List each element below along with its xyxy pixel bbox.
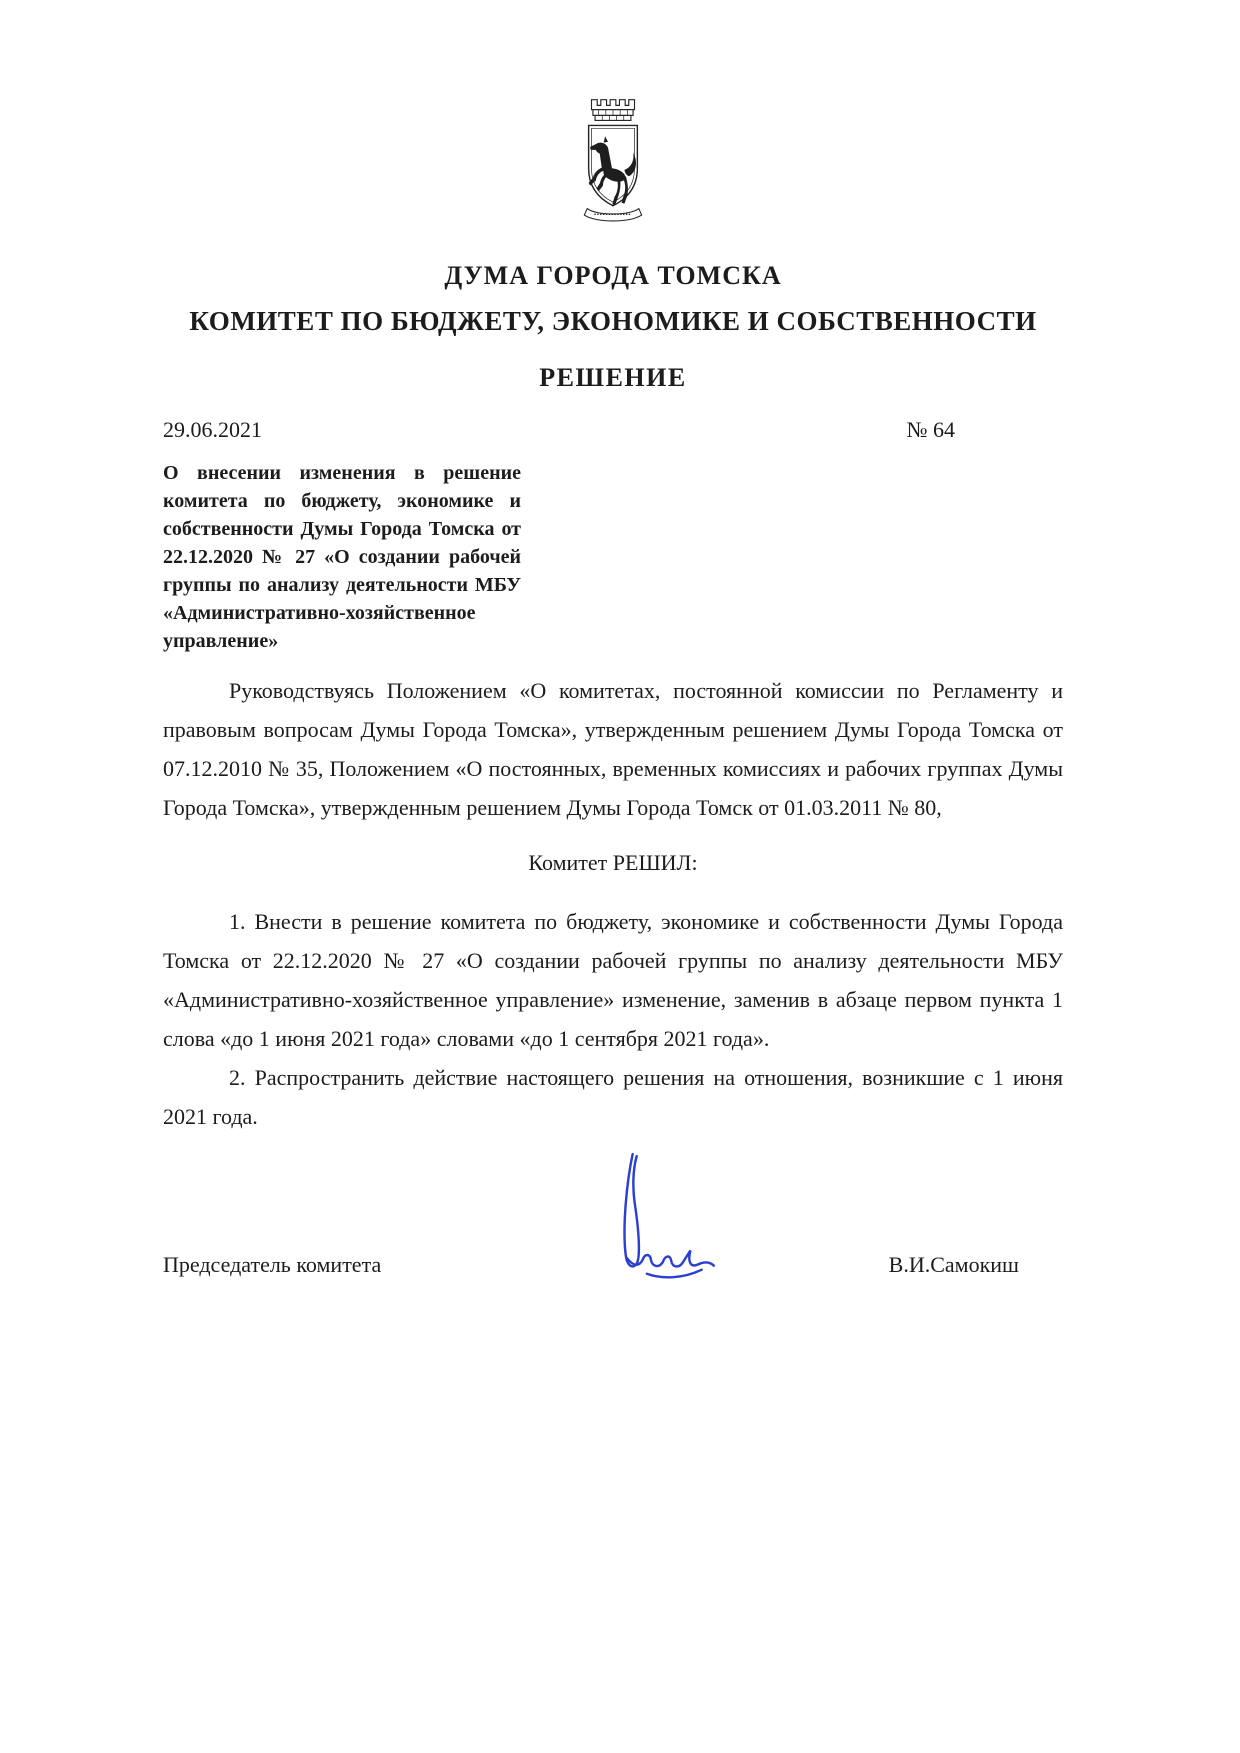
signer-position: Председатель комитета (163, 1251, 382, 1277)
doc-subject: О внесении изменения в решение комитета по бюджету, экономике и собственности Думы Города Томска от 22.12.2020 № 27 «О создании рабочей группы по анализу деятельности МБУ «Административно-хозяйственное управление» (163, 461, 521, 652)
resolution-heading: Комитет РЕШИЛ: (528, 849, 698, 875)
preamble-paragraph: Руководствуясь Положением «О комитетах, постоянной комиссии по Регламенту и правовым вопросам Думы Города Томска», утвержденным решением Думы Города Томска от 07.12.2010 № 35, Положением «О постоянных, временных комиссиях и рабочих группах Думы Города Томска», утвержденным решением Думы Города Томск от 01.03.2011 № 80, (163, 677, 1063, 820)
signer-name: В.И.Самокиш (888, 1251, 1019, 1277)
org-name: ДУМА ГОРОДА ТОМСКА (444, 261, 782, 290)
tomsk-coat-of-arms-icon (570, 86, 656, 238)
resolution-item-1: 1. Внести в решение комитета по бюджету, экономике и собственности Думы Города Томска от 22.12.2020 № 27 «О создании рабочей группы по анализу деятельности МБУ «Административно-хозяйственное управление» изменение, заменив в абзаце первом пункта 1 слова «до 1 июня 2021 года» словами «до 1 сентября 2021 года». (163, 908, 1063, 1051)
doc-date: 29.06.2021 (163, 416, 262, 442)
doc-number: № 64 (906, 416, 955, 442)
signature-row (163, 1252, 1063, 1278)
doc-type: РЕШЕНИЕ (539, 363, 687, 393)
committee-name: КОМИТЕТ ПО БЮДЖЕТУ, ЭКОНОМИКЕ И СОБСТВЕННОСТИ (189, 305, 1037, 336)
meta-row (163, 417, 1063, 443)
resolution-item-2: 2. Распространить действие настоящего решения на отношения, возникшие с 1 июня 2021 года. (163, 1064, 1063, 1129)
